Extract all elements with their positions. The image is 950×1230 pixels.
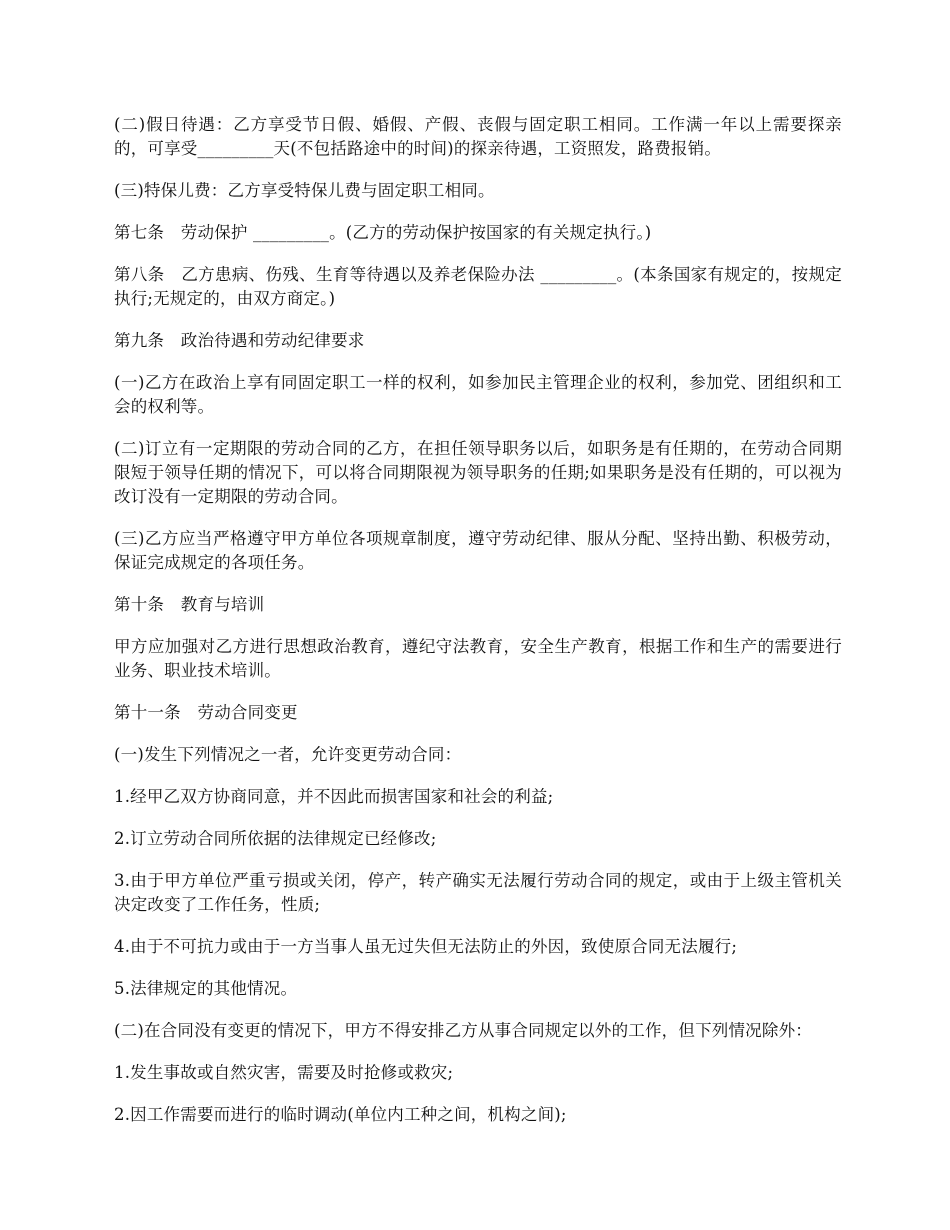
paragraph-article-10-heading: 第十条 教育与培训 — [114, 595, 265, 614]
paragraph-holiday-benefits: (二)假日待遇：乙方享受节日假、婚假、产假、丧假与固定职工相同。工作满一年以上需要探亲的，可享受_________天(不包括路途中的时间)的探亲待遇，工资照发，路费报销。 — [114, 115, 842, 158]
paragraph-article-9-item-2: (二)订立有一定期限的劳动合同的乙方，在担任领导职务以后，如职务是有任期的，在劳动合同期限短于领导任期的情况下，可以将合同期限视为领导职务的任期;如果职务是没有任期的，可以视为改订没有一定期限的劳动合同。 — [114, 439, 842, 506]
list-item: 4.由于不可抗力或由于一方当事人虽无过失但无法防止的外因，致使原合同无法履行; — [114, 937, 738, 956]
list-item: 1.经甲乙双方协商同意，并不因此而损害国家和社会的利益; — [114, 787, 554, 806]
paragraph-article-8: 第八条 乙方患病、伤残、生育等待遇以及养老保险办法 _________。(本条国家有规定的，按规定执行;无规定的，由双方商定。) — [114, 265, 842, 308]
paragraph-article-9-item-1: (一)乙方在政治上享有同固定职工一样的权利，如参加民主管理企业的权利，参加党、团组织和工会的权利等。 — [114, 373, 842, 416]
paragraph-article-7: 第七条 劳动保护 _________。(乙方的劳动保护按国家的有关规定执行。) — [114, 223, 652, 242]
paragraph-article-11-heading: 第十一条 劳动合同变更 — [114, 703, 298, 722]
paragraph-article-9-item-3: (三)乙方应当严格遵守甲方单位各项规章制度，遵守劳动纪律、服从分配、坚持出勤、积极劳动，保证完成规定的各项任务。 — [114, 529, 842, 572]
paragraph-article-11-item-1: (一)发生下列情况之一者，允许变更劳动合同： — [114, 745, 462, 764]
list-item: 1.发生事故或自然灾害，需要及时抢修或救灾; — [114, 1063, 454, 1082]
list-item: 2.订立劳动合同所依据的法律规定已经修改; — [114, 829, 437, 848]
paragraph-special-child-fee: (三)特保儿费：乙方享受特保儿费与固定职工相同。 — [114, 181, 495, 200]
list-item: 5.法律规定的其他情况。 — [114, 979, 298, 998]
paragraph-article-10-body: 甲方应加强对乙方进行思想政治教育，遵纪守法教育，安全生产教育，根据工作和生产的需要进行业务、职业技术培训。 — [114, 637, 842, 680]
list-item: 3.由于甲方单位严重亏损或关闭，停产，转产确实无法履行劳动合同的规定，或由于上级主管机关决定改变了工作任务，性质; — [114, 871, 842, 914]
document-page — [114, 113, 842, 1145]
list-item: 2.因工作需要而进行的临时调动(单位内工种之间，机构之间); — [114, 1105, 567, 1124]
paragraph-article-9-heading: 第九条 政治待遇和劳动纪律要求 — [114, 331, 365, 350]
paragraph-article-11-item-2: (二)在合同没有变更的情况下，甲方不得安排乙方从事合同规定以外的工作，但下列情况除外： — [114, 1021, 812, 1040]
